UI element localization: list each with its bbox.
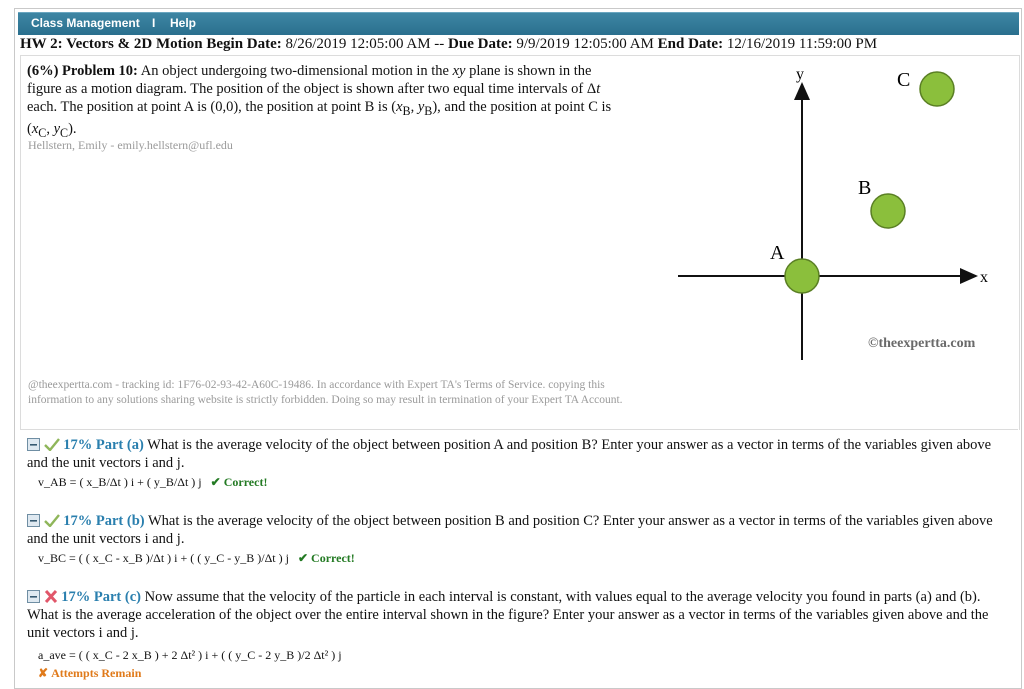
part-b-status: Correct! (311, 551, 355, 565)
part-b-answer: v_BC = ( ( x_C - x_B )/Δt ) i + ( ( y_C - y_B )/Δt ) j (38, 551, 289, 565)
point-b-label: B (858, 177, 872, 199)
author-credit: Hellstern, Emily - emily.hellstern@ufl.edu (28, 138, 233, 152)
due-date-label: Due Date: (448, 36, 513, 52)
problem-text-3: each. The position at point A is (0,0), the position at point B is (27, 99, 388, 115)
point-c-ball (920, 72, 954, 106)
part-c-answer-row (38, 648, 342, 663)
correct-check-icon: ✔ (210, 475, 221, 489)
begin-date-label: Begin Date: (206, 36, 282, 52)
part-a-answer-row (38, 475, 267, 490)
begin-date: 8/26/2019 12:05:00 AM (285, 36, 431, 52)
due-date: 9/9/2019 12:05:00 AM (516, 36, 654, 52)
menu-separator: I (152, 16, 156, 30)
point-b-ball (871, 194, 905, 228)
part-c (27, 588, 1007, 642)
part-c-label[interactable]: Part (c) (93, 589, 141, 605)
diagram-copyright: ©theexpertta.com (868, 336, 976, 351)
checkmark-icon (44, 514, 60, 527)
point-a-ball (785, 259, 819, 293)
point-a-label: A (770, 242, 785, 264)
part-a-answer: v_AB = ( x_B/Δt ) i + ( y_B/Δt ) j (38, 475, 202, 489)
part-c-percent: 17% (61, 589, 91, 605)
menu-help[interactable]: Help (170, 16, 197, 30)
collapse-icon[interactable] (27, 590, 40, 603)
x-axis-label: x (980, 269, 988, 286)
end-date: 12/16/2019 11:59:00 PM (726, 36, 878, 52)
collapse-icon[interactable] (27, 514, 40, 527)
collapse-icon[interactable] (27, 438, 40, 451)
problem-statement: (6%) Problem 10: An object undergoing two-dimensional motion in the xy plane is shown in the figure as a motion diagram. The position of the object is shown after two equal time intervals of Δt each. The position at point A is (0,0), the position at point B is ($x_B$, $y_B$), and the position at point C is ($x_C$, $y_C$). (27, 63, 612, 140)
problem-text-1: An object undergoing two-dimensional motion in the (140, 63, 449, 79)
menu-class-management[interactable]: Class Management (31, 16, 140, 30)
top-menu-bar (18, 12, 1019, 35)
part-c-status: Attempts Remain (51, 666, 142, 680)
attempts-x-icon: ✘ (38, 666, 49, 680)
part-a (27, 436, 1007, 472)
part-b-question: What is the average velocity of the object between position B and position C? Enter your answer as a vector in terms of the variables given above and the unit vectors i and j. (27, 513, 993, 547)
tracking-watermark: @theexpertta.com - tracking id: 1F76-02-93-42-A60C-19486. In accordance with Expert TA's Terms of Service. copying this information to any solutions sharing website is strictly forbidden. Doing so may result in termination of your Expert TA Account. (28, 379, 623, 406)
part-a-label[interactable]: Part (a) (95, 437, 144, 453)
part-a-status: Correct! (223, 475, 268, 489)
end-date-label: End Date: (657, 36, 724, 52)
part-c-question: Now assume that the velocity of the particle in each interval is constant, with values equal to the average velocity you found in parts (a) and (b). What is the average acceleration of the object over the entire interval shown in the figure? Enter your answer as a vector in terms of the variables given above and the unit vectors i and j. (27, 589, 989, 641)
part-a-percent: 17% (63, 437, 93, 453)
problem-text-2: plane is shown in the figure as a motion diagram. The position of the object is shown after two equal time intervals of (27, 63, 592, 97)
part-b (27, 512, 1007, 548)
y-axis-label: y (796, 66, 804, 83)
problem-weight: (6%) (27, 63, 59, 79)
motion-diagram (640, 60, 1010, 360)
part-b-label[interactable]: Part (b) (95, 513, 145, 529)
incorrect-x-icon (44, 590, 58, 603)
assignment-name: HW 2: Vectors & 2D Motion (20, 36, 203, 52)
part-b-answer-row (38, 551, 355, 566)
problem-text-4: , and the position at point C is (437, 99, 612, 115)
header-dash: -- (434, 36, 445, 52)
part-c-status-row (38, 666, 141, 681)
part-c-answer: a_ave = ( ( x_C - 2 x_B ) + 2 Δt² ) i + ( ( y_C - 2 y_B )/2 Δt² ) j (38, 648, 342, 662)
part-b-percent: 17% (63, 513, 93, 529)
problem-number: Problem 10: (62, 63, 138, 79)
divider (20, 429, 1018, 430)
assignment-header (20, 36, 877, 53)
checkmark-icon (44, 438, 60, 451)
point-c-label: C (897, 69, 911, 91)
part-a-question: What is the average velocity of the object between position A and position B? Enter your answer as a vector in terms of the variables given above and the unit vectors i and j. (27, 437, 992, 471)
correct-check-icon: ✔ (297, 551, 309, 565)
